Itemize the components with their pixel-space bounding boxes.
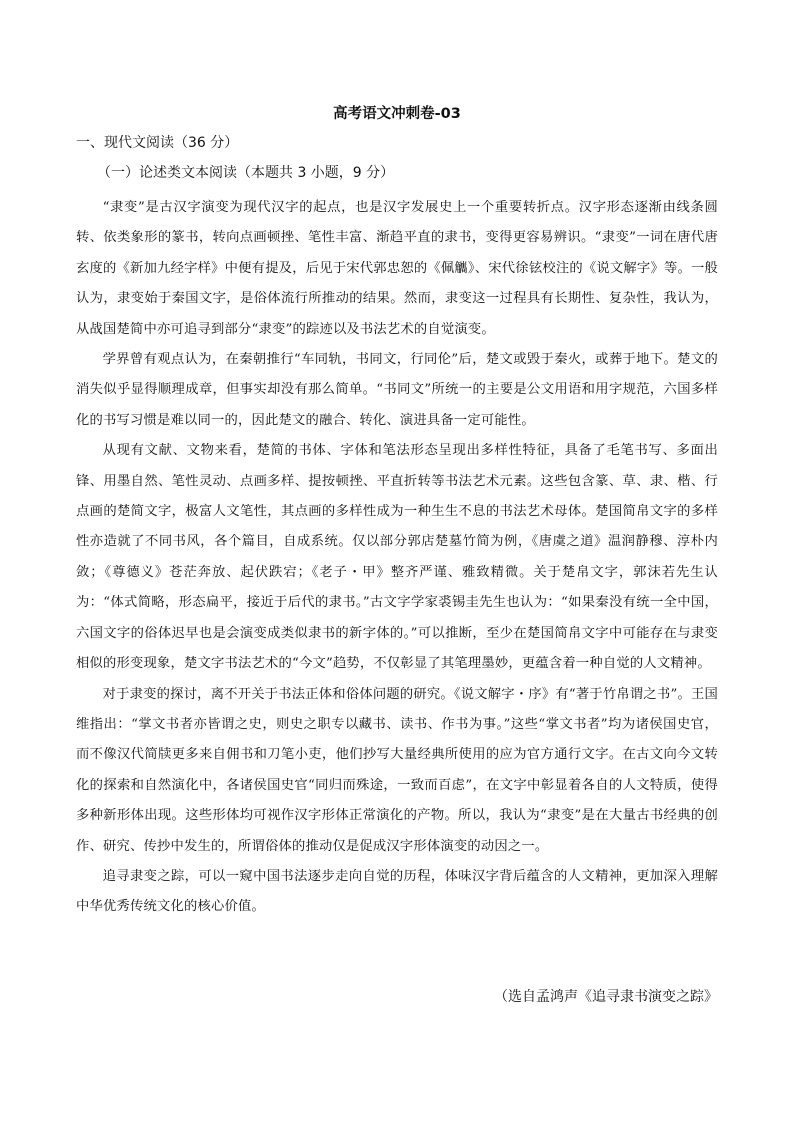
passage-paragraph-1: “隶变”是古汉字演变为现代汉字的起点，也是汉字发展史上一个重要转折点。汉字形态逐渐由线条圆转、依类象形的篆书，转向点画顿挫、笔性丰富、渐趋平直的隶书，变得更容易辨识。“隶变”一词在唐代唐玄度的《新加九经字样》中便有提及，后见于宋代郭忠恕的《佩觿》、宋代徐铉校注的《说文解字》等。一般认为，隶变始于秦国文字，是俗体流行所推动的结果。然而，隶变这一过程具有长期性、复杂性，我认为，从战国楚简中亦可追寻到部分“隶变”的踪迹以及书法艺术的自觉演变。 <box>76 200 718 337</box>
document-title: 高考语文冲刺卷-03 <box>333 106 461 122</box>
section-heading: 一、现代文阅读（36 分） <box>76 135 239 151</box>
sub-section-heading: （一）论述类文本阅读（本题共 3 小题，9 分） <box>97 165 395 181</box>
source-citation: （选自孟鸿声《追寻隶书演变之踪》 <box>494 989 718 1005</box>
passage-paragraph-2: 学界曾有观点认为，在秦朝推行“车同轨，书同文，行同伦”后，楚文或毁于秦火，或葬于地下。楚文的消失似乎显得顺理成章，但事实却没有那么简单。“书同文”所统一的主要是公文用语和用字规范，六国多样化的书写习惯是难以同一的，因此楚文的融合、转化、演进具备一定可能性。 <box>76 352 718 428</box>
passage-paragraph-4: 对于隶变的探讨，离不开关于书法正体和俗体问题的研究。《说文解字・序》有“著于竹帛谓之书”。王国维指出：“掌文书者亦皆谓之史，则史之职专以藏书、读书、作书为事。”这些“掌文书者”均为诸侯国史官，而不像汉代简牍更多来自佣书和刀笔小吏，他们抄写大量经典所使用的应为官方通行文字。在古文向今文转化的探索和自然演化中，各诸侯国史官“同归而殊途，一致而百虑”，在文字中彰显着各自的人文特质，使得多种新形体出现。这些形体均可视作汉字形体正常演化的产物。所以，我认为“隶变”是在大量古书经典的创作、研究、传抄中发生的，所谓俗体的推动仅是促成汉字形体演变的动因之一。 <box>76 686 718 854</box>
passage-paragraph-5: 追寻隶变之踪，可以一窥中国书法逐步走向自觉的历程，体味汉字背后蕴含的人文精神，更加深入理解中华优秀传统文化的核心价值。 <box>76 868 718 915</box>
passage-paragraph-3: 从现有文献、文物来看，楚简的书体、字体和笔法形态呈现出多样性特征，具备了毛笔书写、多面出锋、用墨自然、笔性灵动、点画多样、提按顿挫、平直折转等书法艺术元素。这些包含篆、草、隶、楷、行点画的楚简文字，极富人文笔性，其点画的多样性成为一种生生不息的书法艺术母体。楚国简帛文字的多样性亦造就了不同书风，各个篇目，自成系统。仅以部分郭店楚墓竹简为例，《唐虞之道》温润静穆、淳朴内敛；《尊德义》苍茫奔放、起伏跌宕；《老子・甲》整齐严谨、雅致精微。关于楚帛文字，郭沫若先生认为：“体式简略，形态扁平，接近于后代的隶书。”古文字学家裘锡圭先生也认为：“如果秦没有统一全中国，六国文字的俗体迟早也是会演变成类似隶书的新字体的。”可以推断，至少在楚国简帛文字中可能存在与隶变相似的形变现象，楚文字书法艺术的“今文”趋势，不仅彰显了其笔理墨妙，更蕴含着一种自觉的人文精神。 <box>76 443 718 672</box>
reading-passage <box>76 193 718 923</box>
